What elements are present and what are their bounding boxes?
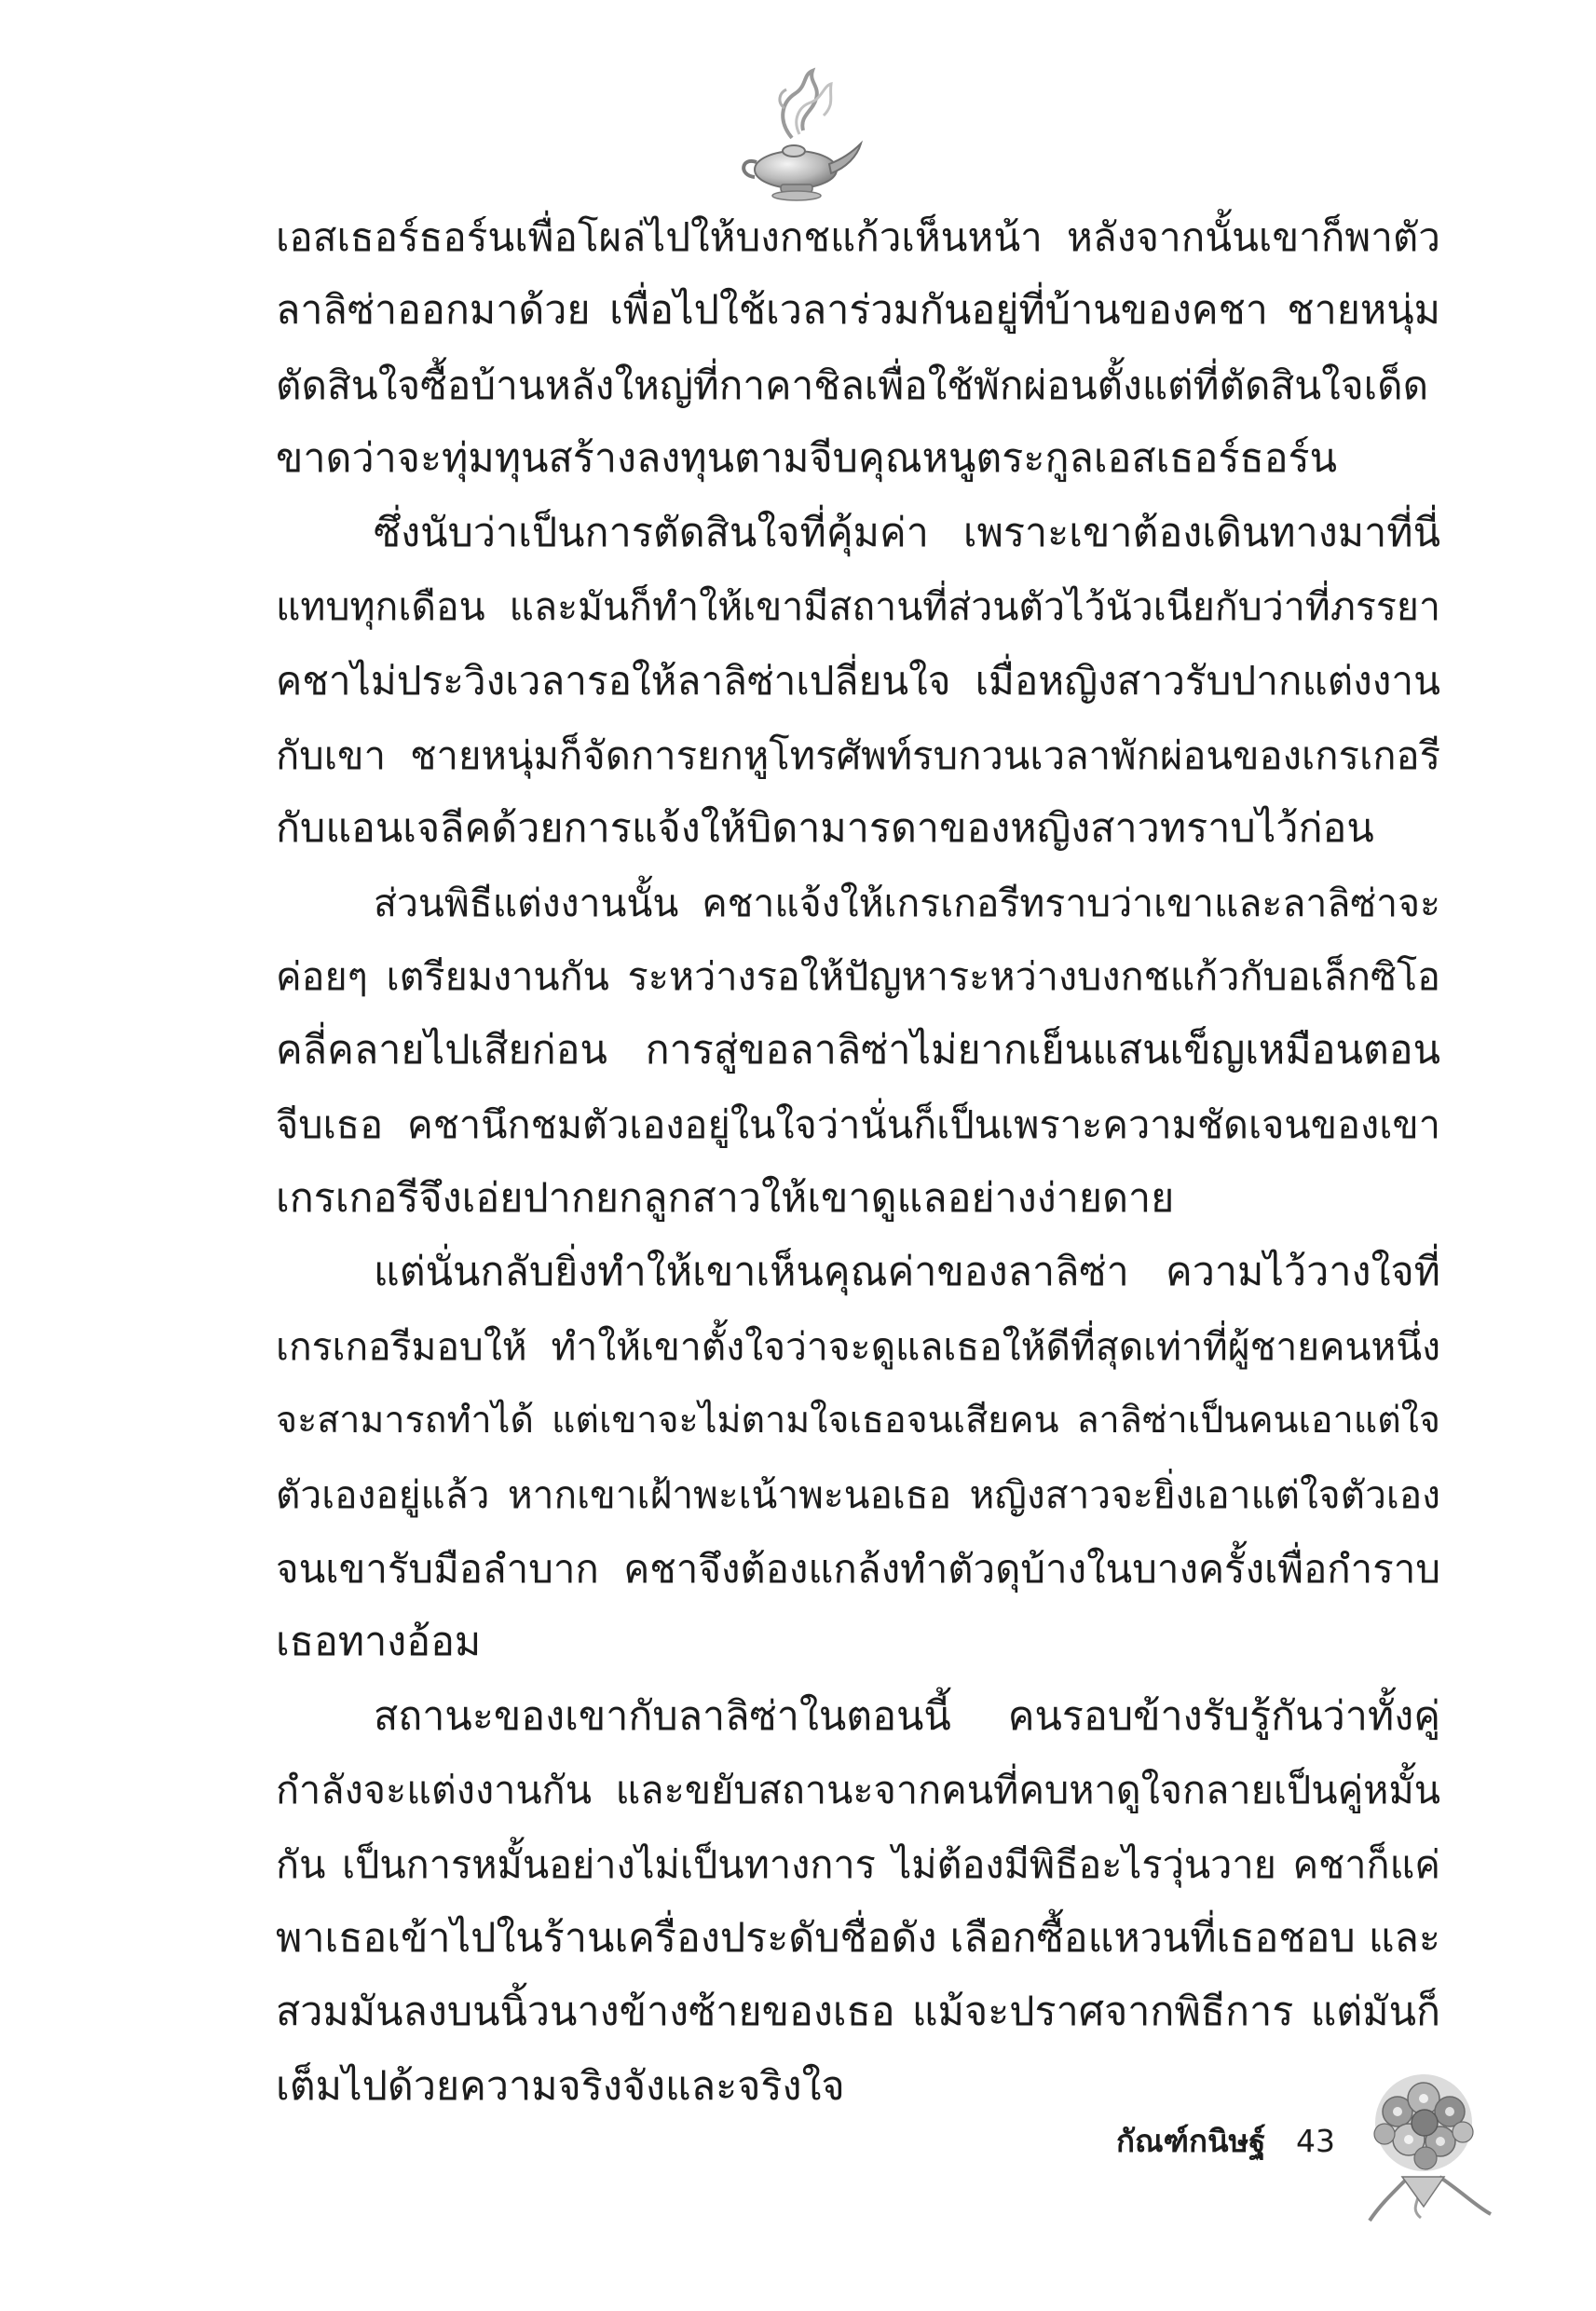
paragraph-4 [276, 1236, 1440, 1679]
text-line: กำลังจะแต่งงานกัน และขยับสถานะจากคนที่คบหาดูใจกลายเป็นคู่หมั้น [276, 1768, 1440, 1813]
flower-bouquet-icon [1351, 2067, 1500, 2225]
text-line: แต่นั่นกลับยิ่งทำให้เขาเห็นคุณค่าของลาลิซ่า ความไว้วางใจที่ [374, 1249, 1440, 1296]
text-line: ส่วนพิธีแต่งงานนั้น คชาแจ้งให้เกรเกอรีทราบว่าเขาและลาลิซ่าจะ [374, 880, 1440, 925]
text-line: ตัดสินใจซื้อบ้านหลังใหญ่ที่กาคาชิลเพื่อใช้พักผ่อนตั้งแต่ที่ตัดสินใจเด็ด [276, 362, 1429, 408]
page-number: 43 [1296, 2123, 1335, 2159]
body-text [276, 200, 1440, 2124]
text-line: เกรเกอรีจึงเอ่ยปากยกลูกสาวให้เขาดูแลอย่างง่ายดาย [276, 1175, 1175, 1223]
text-line: ค่อยๆ เตรียมงานกัน ระหว่างรอให้ปัญหาระหว่างบงกชแก้วกับอเล็กซิโอ [276, 953, 1440, 999]
paragraph-5 [276, 1680, 1440, 2124]
text-line: ซึ่งนับว่าเป็นการตัดสินใจที่คุ้มค่า เพราะเขาต้องเดินทางมาที่นี่ [374, 509, 1440, 556]
paragraph-1 [276, 200, 1440, 497]
text-line: เอสเธอร์ธอร์นเพื่อโผล่ไปให้บงกชแก้วเห็นหน้า หลังจากนั้นเขาก็พาตัว [276, 214, 1440, 260]
text-line: สถานะของเขากับลาลิซ่าในตอนนี้ คนรอบข้างรับรู้กันว่าทั้งคู่ [374, 1692, 1440, 1740]
text-line: จีบเธอ คชานึกชมตัวเองอยู่ในใจว่านั่นก็เป็นเพราะความชัดเจนของเขา [276, 1101, 1440, 1147]
text-line: กับเขา ชายหนุ่มก็จัดการยกหูโทรศัพท์รบกวนเวลาพักผ่อนของเกรเกอรี [276, 732, 1440, 778]
text-line: ลาลิซ่าออกมาด้วย เพื่อไปใช้เวลาร่วมกันอยู่ที่บ้านของคชา ชายหนุ่ม [276, 287, 1440, 335]
text-line: กัน เป็นการหมั้นอย่างไม่เป็นทางการ ไม่ต้องมีพิธีอะไรวุ่นวาย คชาก็แค่ [276, 1841, 1440, 1887]
lamp-icon [727, 65, 866, 205]
text-line: พาเธอเข้าไปในร้านเครื่องประดับชื่อดัง เลือกซื้อแหวนที่เธอชอบ และ [276, 1914, 1440, 1962]
text-line: ขาดว่าจะทุ่มทุนสร้างลงทุนตามจีบคุณหนูตระกูลเอสเธอร์ธอร์น [276, 435, 1338, 483]
text-line: แทบทุกเดือน และมันก็ทำให้เขามีสถานที่ส่วนตัวไว้นัวเนียกับว่าที่ภรรยา [276, 583, 1440, 629]
book-title: กัณฑ์กนิษฐ์ [1116, 2123, 1266, 2159]
page-footer [1116, 2115, 1335, 2167]
text-line: เธอทางอ้อม [276, 1619, 482, 1666]
text-line: คลี่คลายไปเสียก่อน การสู่ขอลาลิซ่าไม่ยากเย็นแสนเข็ญเหมือนตอน [276, 1027, 1440, 1074]
text-line: ตัวเองอยู่แล้ว หากเขาเฝ้าพะเน้าพะนอเธอ หญิงสาวจะยิ่งเอาแต่ใจตัวเอง [276, 1471, 1440, 1517]
text-line: เต็มไปด้วยความจริงจังและจริงใจ [276, 2062, 845, 2110]
text-line: จนเขารับมือลำบาก คชาจึงต้องแกล้งทำตัวดุบ้างในบางครั้งเพื่อกำราบ [276, 1546, 1440, 1593]
text-line: คชาไม่ประวิงเวลารอให้ลาลิซ่าเปลี่ยนใจ เมื่อหญิงสาวรับปากแต่งงาน [276, 658, 1440, 704]
text-line: จะสามารถทำได้ แต่เขาจะไม่ตามใจเธอจนเสียคน ลาลิซ่าเป็นคนเอาแต่ใจ [276, 1399, 1440, 1443]
paragraph-2 [276, 497, 1440, 867]
paragraph-3 [276, 867, 1440, 1237]
text-line: กับแอนเจลีคด้วยการแจ้งให้บิดามารดาของหญิงสาวทราบไว้ก่อน [276, 805, 1374, 853]
text-line: เกรเกอรีมอบให้ ทำให้เขาตั้งใจว่าจะดูแลเธอให้ดีที่สุดเท่าที่ผู้ชายคนหนึ่ง [276, 1323, 1440, 1369]
text-line: สวมมันลงบนนิ้วนางข้างซ้ายของเธอ แม้จะปราศจากพิธีการ แต่มันก็ [276, 1989, 1440, 2036]
